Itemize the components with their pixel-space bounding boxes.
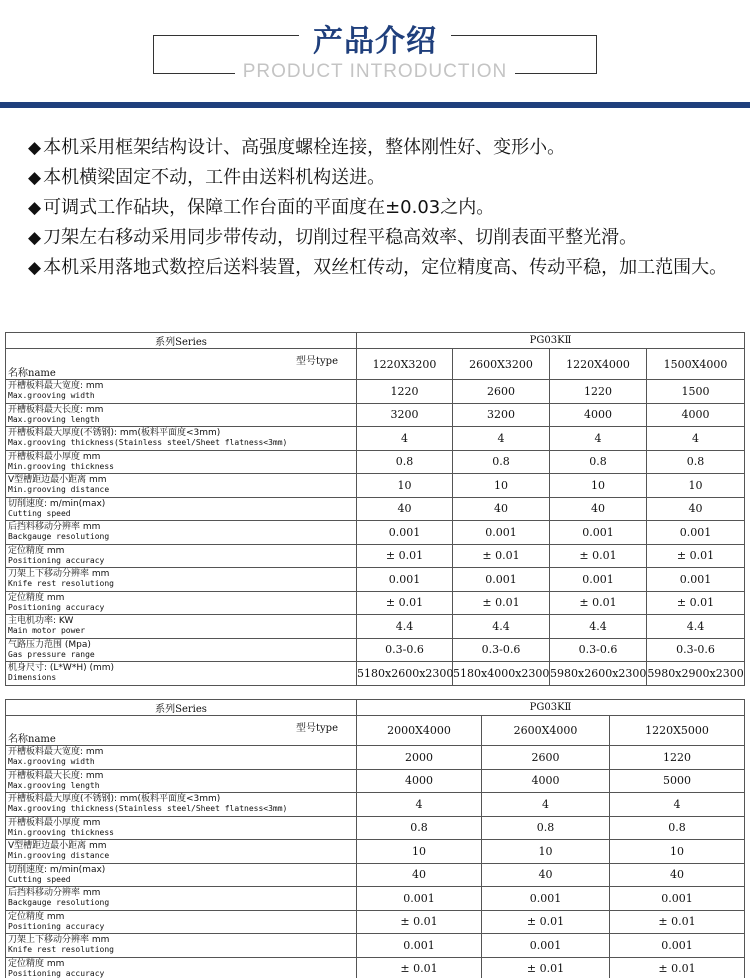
diamond-bullet-icon: ◆ [28,258,42,278]
page-subtitle [0,61,750,83]
spec-label [6,403,357,427]
table-row [6,403,745,427]
spec-value: 0.001 [482,887,610,911]
spec-value: 0.3-0.6 [357,638,453,662]
feature-item [28,133,728,163]
spec-label-cn: 开槽板料最小厚度 mm [8,451,101,462]
spec-value: ± 0.01 [647,544,745,568]
feature-text: 本机横梁固定不动，工件由送料机构送进。 [43,167,386,188]
spec-value: 0.001 [357,521,453,545]
spec-value: 2000 [357,746,482,770]
spec-label [6,887,357,911]
spec-value: 1220 [357,380,453,404]
spec-label-en: Min.grooving thickness [8,461,114,471]
table-row [6,591,745,615]
spec-label-cn: 开槽板料最大厚度(不锈钢): mm(板料平面度<3mm) [8,428,221,438]
spec-value: 5980x2900x2300 [647,662,745,686]
spec-label-en: Positioning accuracy [8,555,105,565]
spec-label [6,934,357,958]
type-name-header [6,716,357,746]
spec-label-cn: 开槽板料最大长度: mm [8,770,104,781]
spec-label [6,591,357,615]
spec-value: 1220 [610,746,745,770]
spec-label [6,380,357,404]
spec-value: 4 [610,793,745,817]
spec-label-en: Max.grooving width [8,391,95,400]
feature-item [28,253,728,283]
header-divider [0,102,750,108]
spec-label [6,474,357,498]
table-row [6,934,745,958]
diamond-bullet-icon: ◆ [28,138,42,158]
spec-value: 2600 [453,380,550,404]
spec-label-cn: 开槽板料最大宽度: mm [8,747,104,757]
table-row [6,840,745,864]
spec-label-en: Min.grooving distance [8,485,110,494]
spec-label-cn: 机身尺寸: (L*W*H) (mm) [8,663,115,673]
feature-text: 本机采用框架结构设计、高强度螺栓连接，整体刚性好、变形小。 [43,137,566,158]
spec-label [6,793,357,817]
spec-value: 5000 [610,769,745,793]
model-header: 2600X3200 [453,349,550,380]
spec-value: ± 0.01 [647,591,745,615]
series-label: 系列Series [6,333,357,349]
page-title [0,16,750,60]
spec-value: ± 0.01 [610,957,745,978]
series-value: PG03KⅡ [357,700,745,716]
spec-label-en: Min.grooving distance [8,851,110,860]
spec-value: 4.4 [357,615,453,639]
spec-value: 0.001 [453,568,550,592]
spec-value: 0.8 [647,450,745,474]
spec-label-en: Max.grooving length [8,414,100,424]
spec-label-cn: 气路压力范围 (Mpa) [8,639,91,650]
table-row [6,746,745,770]
spec-label [6,863,357,887]
spec-value: 2600 [482,746,610,770]
spec-label [6,746,357,770]
series-label: 系列Series [6,700,357,716]
spec-label [6,910,357,934]
model-header: 1500X4000 [647,349,745,380]
spec-label-cn: 开槽板料最大宽度: mm [8,381,104,391]
spec-label-en: Cutting speed [8,508,71,518]
page-title-text: 产品介绍 [299,24,451,59]
spec-value: 4 [482,793,610,817]
spec-value: 0.3-0.6 [453,638,550,662]
spec-label-cn: 开槽板料最大长度: mm [8,404,104,415]
feature-item [28,223,728,253]
table-row [6,380,745,404]
spec-label [6,427,357,451]
spec-value: ± 0.01 [357,591,453,615]
spec-value: 40 [647,497,745,521]
spec-value: 40 [453,497,550,521]
spec-value: 10 [453,474,550,498]
spec-value: ± 0.01 [357,957,482,978]
table-row [6,638,745,662]
spec-value: 40 [357,497,453,521]
spec-value: 0.001 [550,568,647,592]
spec-label [6,521,357,545]
spec-value: 5980x2600x2300 [550,662,647,686]
model-header: 2000X4000 [357,716,482,746]
spec-value: 10 [482,840,610,864]
spec-value: ± 0.01 [550,591,647,615]
spec-value: 40 [550,497,647,521]
table-row [6,521,745,545]
spec-value: 0.001 [610,887,745,911]
spec-value: 3200 [453,403,550,427]
spec-value: 4.4 [647,615,745,639]
spec-label-cn: V型槽距边最小距离 mm [8,841,107,851]
spec-value: 4000 [357,769,482,793]
spec-label-cn: 切削速度: m/min(max) [8,498,106,509]
table-row [6,450,745,474]
spec-value: 0.001 [647,521,745,545]
spec-value: 0.8 [550,450,647,474]
spec-table-1 [5,332,745,686]
name-label: 名称name [8,367,56,379]
spec-label-cn: 后挡料移动分辨率 mm [8,522,101,532]
spec-value: 40 [610,863,745,887]
spec-value: 0.001 [647,568,745,592]
spec-value: 10 [610,840,745,864]
spec-label [6,638,357,662]
spec-value: 4.4 [550,615,647,639]
spec-value: 0.001 [550,521,647,545]
feature-list [28,133,728,283]
page-subtitle-text: PRODUCT INTRODUCTION [235,61,516,82]
spec-label-en: Main motor power [8,626,86,635]
table-row [6,793,745,817]
spec-label [6,497,357,521]
spec-label [6,840,357,864]
spec-value: ± 0.01 [453,591,550,615]
table-row [6,863,745,887]
spec-value: 1500 [647,380,745,404]
spec-label [6,544,357,568]
model-header: 1220X4000 [550,349,647,380]
spec-value: 0.001 [453,521,550,545]
spec-value: 10 [357,474,453,498]
spec-label-en: Max.grooving length [8,780,100,790]
series-value: PG03KⅡ [357,333,745,349]
spec-value: 10 [550,474,647,498]
spec-table-2 [5,699,745,978]
spec-value: 0.8 [357,450,453,474]
spec-value: ± 0.01 [482,910,610,934]
spec-value: 4.4 [453,615,550,639]
spec-label-en: Positioning accuracy [8,921,105,931]
spec-value: 0.8 [357,816,482,840]
spec-value: 4000 [550,403,647,427]
type-label: 型号type [296,355,338,367]
spec-label [6,662,357,686]
spec-value: 0.001 [357,934,482,958]
table-row [6,568,745,592]
spec-label [6,615,357,639]
spec-label-cn: 开槽板料最大厚度(不锈钢): mm(板料平面度<3mm) [8,794,221,804]
spec-value: ± 0.01 [550,544,647,568]
table-row [6,662,745,686]
diamond-bullet-icon: ◆ [28,198,42,218]
spec-label [6,957,357,978]
spec-value: 40 [482,863,610,887]
spec-value: ± 0.01 [482,957,610,978]
spec-value: 4000 [647,403,745,427]
spec-label [6,568,357,592]
table-row [6,544,745,568]
table-row [6,497,745,521]
spec-value: ± 0.01 [453,544,550,568]
spec-label-cn: 定位精度 mm [8,911,65,922]
spec-value: ± 0.01 [357,544,453,568]
spec-value: 1220 [550,380,647,404]
table-row [6,474,745,498]
spec-label-en: Positioning accuracy [8,602,105,612]
table-row [6,887,745,911]
feature-item [28,193,728,223]
spec-value: ± 0.01 [357,910,482,934]
table-row [6,615,745,639]
spec-value: 0.3-0.6 [550,638,647,662]
spec-label-en: Gas pressure range [8,649,95,659]
spec-value: 0.001 [610,934,745,958]
spec-value: 0.8 [610,816,745,840]
spec-value: 4 [357,427,453,451]
diamond-bullet-icon: ◆ [28,168,42,188]
spec-value: 5180x4000x2300 [453,662,550,686]
table-row [6,816,745,840]
spec-label-en: Dimensions [8,673,57,682]
diamond-bullet-icon: ◆ [28,228,42,248]
spec-label [6,769,357,793]
spec-label-cn: 定位精度 mm [8,592,65,603]
feature-text: 可调式工作砧块，保障工作台面的平面度在±0.03之内。 [43,197,495,218]
spec-value: 0.001 [482,934,610,958]
spec-value: ± 0.01 [610,910,745,934]
table-row [6,957,745,978]
spec-value: 4000 [482,769,610,793]
model-header: 1220X5000 [610,716,745,746]
name-label: 名称name [8,733,56,745]
spec-label-cn: 后挡料移动分辨率 mm [8,888,101,898]
feature-text: 刀架左右移动采用同步带传动，切削过程平稳高效率、切削表面平整光滑。 [43,227,638,248]
spec-value: 4 [357,793,482,817]
spec-label-cn: 主电机功率: KW [8,616,74,626]
spec-value: 4 [453,427,550,451]
spec-label-en: Backgauge resolutiong [8,898,110,907]
table-row [6,427,745,451]
spec-label-en: Cutting speed [8,874,71,884]
spec-value: 0.001 [357,887,482,911]
spec-label-en: Max.grooving width [8,757,95,766]
spec-label-en: Knife rest resolutiong [8,579,114,588]
spec-label-cn: V型槽距边最小距离 mm [8,475,107,485]
spec-label-en: Positioning accuracy [8,968,105,978]
spec-value: 0.8 [482,816,610,840]
spec-label-en: Max.grooving thickness(Stainless steel/Sheet flatness<3mm) [8,438,288,447]
spec-value: 40 [357,863,482,887]
spec-value: 10 [647,474,745,498]
section-header [0,0,750,108]
spec-value: 4 [647,427,745,451]
feature-text: 本机采用落地式数控后送料装置，双丝杠传动，定位精度高、传动平稳，加工范围大。 [43,257,728,278]
spec-value: 10 [357,840,482,864]
table-row [6,910,745,934]
type-name-header [6,349,357,380]
spec-value: 5180x2600x2300 [357,662,453,686]
type-label: 型号type [296,722,338,734]
model-header: 1220X3200 [357,349,453,380]
spec-label-cn: 刀架上下移动分辨率 mm [8,569,110,579]
spec-label-cn: 开槽板料最小厚度 mm [8,817,101,828]
table-row [6,769,745,793]
spec-label-en: Max.grooving thickness(Stainless steel/Sheet flatness<3mm) [8,804,288,813]
spec-label [6,816,357,840]
spec-label-cn: 刀架上下移动分辨率 mm [8,935,110,945]
spec-label-en: Backgauge resolutiong [8,532,110,541]
spec-label-cn: 切削速度: m/min(max) [8,864,106,875]
spec-value: 0.8 [453,450,550,474]
spec-value: 0.3-0.6 [647,638,745,662]
model-header: 2600X4000 [482,716,610,746]
feature-item [28,163,728,193]
spec-label-cn: 定位精度 mm [8,958,65,969]
spec-value: 3200 [357,403,453,427]
spec-value: 0.001 [357,568,453,592]
spec-label-cn: 定位精度 mm [8,545,65,556]
spec-label-en: Min.grooving thickness [8,827,114,837]
spec-value: 4 [550,427,647,451]
spec-label-en: Knife rest resolutiong [8,945,114,954]
spec-label [6,450,357,474]
